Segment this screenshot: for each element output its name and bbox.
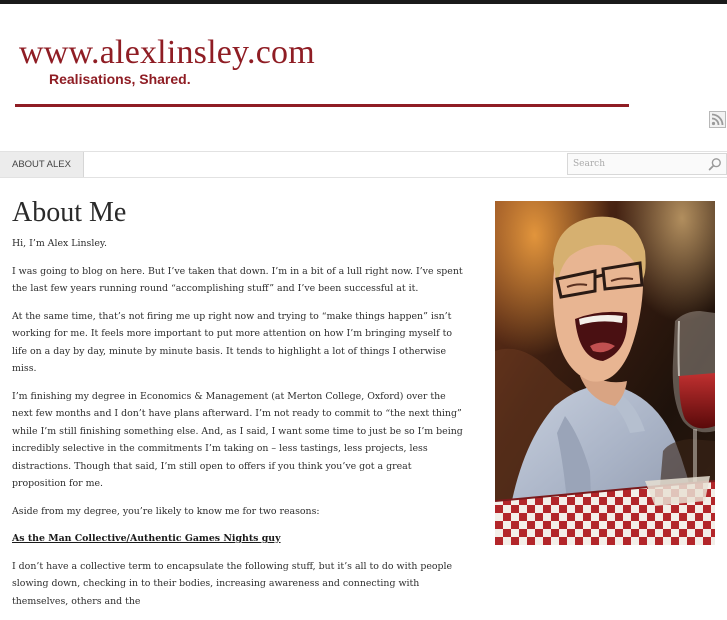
profile-photo — [495, 201, 715, 545]
header-divider — [15, 104, 629, 107]
intro-paragraph: Hi, I’m Alex Linsley. — [12, 238, 107, 249]
man-collective-link[interactable]: As the Man Collective/Authentic Games Nights guy — [12, 533, 281, 544]
search-box — [567, 153, 727, 175]
main-content — [12, 196, 464, 620]
rss-icon — [710, 112, 725, 127]
site-tagline: Realisations, Shared. — [49, 71, 191, 87]
top-bar — [0, 0, 727, 4]
page-title: About Me — [12, 197, 127, 228]
site-title[interactable]: www.alexlinsley.com — [19, 34, 315, 71]
rss-feed-button[interactable] — [709, 111, 726, 128]
body-paragraph: I was going to blog on here. But I’ve taken that down. I’m in a bit of a lull right now. I’ve spent the last few years running round “accomplishing stuff” and I’ve been successful at it. — [12, 265, 463, 294]
body-paragraph: At the same time, that’s not firing me up right now and trying to “make things happen” isn’t working for me. It feels more important to put more attention on how I’m bringing myself to life on a day by day, minute by minute basis. It tends to highlight a lot of things I otherwise miss. — [12, 310, 453, 374]
body-paragraph: Aside from my degree, you’re likely to know me for two reasons: — [12, 505, 320, 517]
search-icon[interactable] — [708, 157, 722, 171]
body-paragraph: I’m finishing my degree in Economics & Management (at Merton College, Oxford) over the next few months and I don’t have plans afterward. I’m not ready to commit to “the next thing” while I’m still finishing something else. And, as I said, I want some time to just be so I’m being incredibly selective in the commitments I’m taking on – less tastings, less projects, less distractions. Though that said, I’m still open to offers if you think you’ve got a great proposition for me. — [12, 390, 463, 489]
nav-item-about-alex[interactable]: ABOUT ALEX — [0, 152, 84, 177]
body-paragraph: I don’t have a collective term to encapsulate the following stuff, but it’s all to do with people slowing down, checking in to their bodies, increasing awareness and connecting with themselves, others and the — [12, 560, 453, 607]
search-input[interactable] — [573, 156, 698, 172]
